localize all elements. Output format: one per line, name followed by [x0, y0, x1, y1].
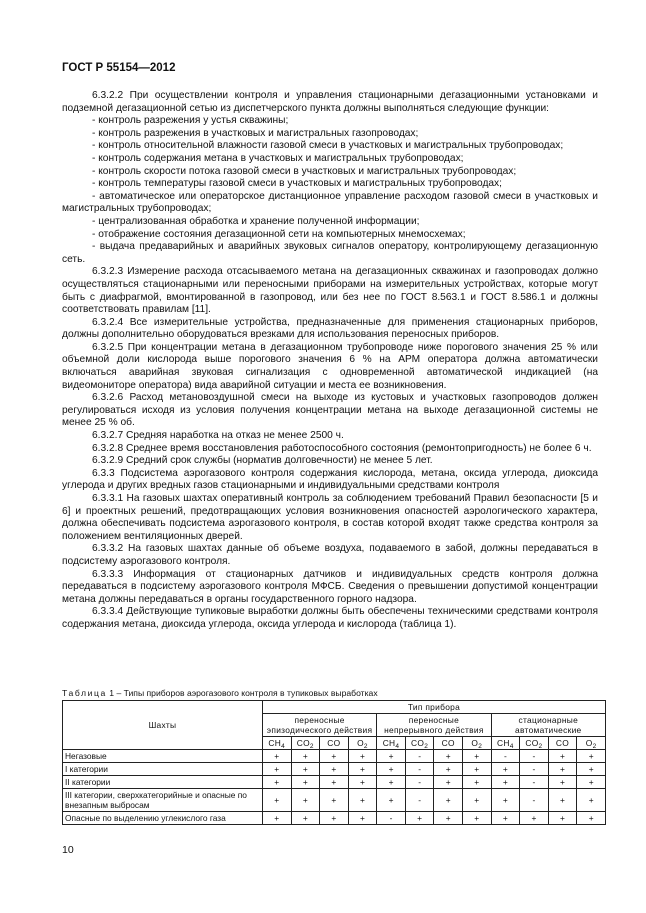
paragraph: - контроль разрежения в участковых и магистральных газопроводах; [92, 127, 419, 139]
paragraph: - контроль относительной влажности газовой смеси в участковых и магистральных трубопроводах; [92, 140, 564, 152]
col-header-gas: $CH_4$ [377, 737, 406, 750]
table-cell: - [405, 763, 434, 776]
paragraph: 6.3.3.3 Информация от стационарных датчиков и индивидуальных средств контроля должна передаваться в подсистему аэрогазового контроля МФСБ. Сведения о превышении допустимой концентрации метана должны передаваться в органы государственного горного надзора. [62, 568, 598, 605]
table-cell: - [520, 776, 549, 789]
paragraph: - контроль содержания метана в участковых и магистральных трубопроводах; [92, 152, 464, 164]
table-cell: + [320, 789, 349, 812]
col-header-type: Тип прибора [262, 701, 605, 714]
table-cell: + [262, 789, 291, 812]
table-cell: + [491, 776, 520, 789]
paragraph: 6.3.2.8 Среднее время восстановления работоспособного состояния (ремонтопригодность) не более 6 ч. [92, 442, 592, 454]
paragraph: 6.3.3 Подсистема аэрогазового контроля содержания кислорода, метана, оксида углерода, диоксида углерода и других вредных газов стационарными и индивидуальными средствами контроля [62, 467, 598, 492]
table-cell: + [377, 789, 406, 812]
table-cell: + [462, 750, 491, 763]
paragraph: 6.3.3.1 На газовых шахтах оперативный контроль за соблюдением требований Правил безопасности [5 и 6] и проектных решений, предотвращающих условия возникновения опасностей аэрологического характера, должна обеспечивать подсистема аэрогазового контроля, в состав которой входят также средства контроля за положением вентиляционных дверей. [62, 493, 598, 542]
table-cell: + [405, 812, 434, 825]
table-cell: + [262, 776, 291, 789]
table-cell: + [462, 763, 491, 776]
table-cell: + [291, 750, 320, 763]
table-cell: + [548, 763, 577, 776]
paragraph: 6.3.2.5 При концентрации метана в дегазационном трубопроводе ниже порогового значения 25 % или объемной доли кислорода выше порогового значения 6 % на АРМ оператора должна автоматически включаться аварийная звуковая сигнализация с одновременной автоматической индикацией (на видеомониторе оператора) вида аварийной ситуации и места ее возникновения. [62, 341, 598, 391]
paragraph: - автоматическое или операторское дистанционное управление расходом газовой смеси в участковых и магистральных трубопроводах; [62, 190, 598, 215]
table-cell: + [320, 776, 349, 789]
col-header-gas: $O_2$ [462, 737, 491, 750]
table-row [63, 763, 606, 776]
table-cell: + [434, 789, 463, 812]
table-cell: + [520, 812, 549, 825]
document-header: ГОСТ Р 55154—2012 [62, 62, 176, 74]
paragraph: - контроль разрежения у устья скважины; [92, 115, 289, 127]
col-header-mines: Шахты [63, 701, 263, 750]
paragraph: 6.3.3.2 На газовых шахтах данные об объеме воздуха, подаваемого в забой, должны передаваться в подсистему аэрогазового контроля. [62, 543, 598, 567]
col-header-gas: $O_2$ [348, 737, 377, 750]
table-cell: + [548, 812, 577, 825]
col-header-gas: CO [548, 737, 577, 750]
col-header-group: переносные эпизодического действия [262, 714, 376, 737]
col-header-gas: $CH_4$ [262, 737, 291, 750]
paragraph: - контроль температуры газовой смеси в участковых и магистральных трубопроводах; [92, 178, 502, 190]
table-caption [62, 688, 378, 698]
paragraph: 6.3.2.4 Все измерительные устройства, предназначенные для применения стационарных приборов, должны дополнительно оборудоваться врезками для использования переносных приборов. [62, 316, 598, 341]
table-cell: - [405, 789, 434, 812]
paragraph: - централизованная обработка и хранение полученной информации; [92, 215, 420, 227]
table-cell: + [462, 812, 491, 825]
table-cell: + [577, 812, 606, 825]
document-body [62, 90, 598, 632]
table-cell: + [434, 750, 463, 763]
table-cell: + [462, 789, 491, 812]
table-caption-word: Таблица [62, 688, 107, 698]
paragraph: 6.3.2.9 Средний срок службы (норматив долговечности) не менее 5 лет. [92, 455, 433, 467]
table-cell: - [491, 750, 520, 763]
table-cell: - [377, 812, 406, 825]
table-cell: - [520, 750, 549, 763]
table-cell: + [491, 763, 520, 776]
col-header-group: стационарные автоматические [491, 714, 605, 737]
table-cell: + [377, 763, 406, 776]
table-cell: + [348, 763, 377, 776]
table-cell: + [377, 776, 406, 789]
table-cell: - [405, 776, 434, 789]
col-header-gas: $O_2$ [577, 737, 606, 750]
table-cell: + [320, 812, 349, 825]
col-header-gas: CO [434, 737, 463, 750]
paragraph: 6.3.3.4 Действующие тупиковые выработки должны быть обеспечены техническими средствами контроля содержания метана, диоксида углерода, оксида углерода и кислорода (таблица 1). [62, 606, 598, 630]
row-label: III категории, сверхкатегорийные и опасные по внезапным выбросам [63, 789, 263, 812]
table-cell: + [434, 776, 463, 789]
row-label: II категории [63, 776, 263, 789]
table-cell: + [262, 750, 291, 763]
table-cell: + [320, 763, 349, 776]
page-number: 10 [62, 844, 74, 856]
table-cell: + [577, 750, 606, 763]
paragraph: 6.3.2.3 Измерение расхода отсасываемого метана на дегазационных скважинах и газопроводах должно осуществляться стационарными или переносными приборами на измерительных устройствах, которые могут быть с диафрагмой, вмонтированной в газопровод, или без нее по ГОСТ 8.563.1 и ГОСТ 8.586.1 и должны соответствовать правилам [11]. [62, 266, 598, 316]
col-header-gas: $CH_4$ [491, 737, 520, 750]
row-label: Опасные по выделению углекислого газа [63, 812, 263, 825]
col-header-gas: $CO_2$ [520, 737, 549, 750]
table-cell: + [348, 776, 377, 789]
paragraph: 6.3.2.6 Расход метановоздушной смеси на выходе из кустовых и участковых газопроводов должен регулироваться исходя из условия получения концентрации метана на выходе дегазационной системы не менее 25 % об. [62, 392, 598, 429]
table-cell: + [291, 763, 320, 776]
col-header-gas: $CO_2$ [291, 737, 320, 750]
col-header-gas: CO [320, 737, 349, 750]
table-cell: - [405, 750, 434, 763]
col-header-gas: $CO_2$ [405, 737, 434, 750]
table-cell: + [348, 789, 377, 812]
paragraph: - контроль скорости потока газовой смеси в участковых и магистральных трубопроводах; [92, 165, 517, 177]
table-cell: + [434, 763, 463, 776]
table-cell: + [291, 789, 320, 812]
table-row [63, 789, 606, 812]
table-cell: + [434, 812, 463, 825]
row-label: Негазовые [63, 750, 263, 763]
table-cell: + [548, 776, 577, 789]
table-cell: + [577, 763, 606, 776]
table-cell: + [577, 776, 606, 789]
table-cell: + [462, 776, 491, 789]
table-cell: - [520, 789, 549, 812]
table-cell: + [491, 789, 520, 812]
table-cell: + [348, 812, 377, 825]
table-cell: + [291, 776, 320, 789]
table-cell: + [291, 812, 320, 825]
paragraph: - отображение состояния дегазационной сети на компьютерных мнемосхемах; [92, 228, 466, 240]
table-cell: + [577, 789, 606, 812]
table-cell: + [377, 750, 406, 763]
paragraph: 6.3.2.2 При осуществлении контроля и управления стационарными дегазационными установками и подземной дегазационной сетью из диспетчерского пункта должны выполняться следующие функции: [62, 90, 598, 114]
table-cell: + [548, 750, 577, 763]
col-header-group: переносные непрерывного действия [377, 714, 491, 737]
table-row [63, 812, 606, 825]
table-cell: - [520, 763, 549, 776]
row-label: I категории [63, 763, 263, 776]
table-cell: + [548, 789, 577, 812]
table-cell: + [262, 812, 291, 825]
table-cell: + [348, 750, 377, 763]
table-cell: + [491, 812, 520, 825]
table-cell: + [320, 750, 349, 763]
table-caption-text: 1 – Типы приборов аэрогазового контроля в тупиковых выработках [106, 688, 378, 698]
instrument-types-table [62, 700, 606, 825]
paragraph: - выдача предаварийных и аварийных звуковых сигналов оператору, контролирующему дегазационную сеть. [62, 241, 598, 265]
table-row [63, 750, 606, 763]
table-cell: + [262, 763, 291, 776]
paragraph: 6.3.2.7 Средняя наработка на отказ не менее 2500 ч. [92, 430, 344, 442]
table-row [63, 776, 606, 789]
